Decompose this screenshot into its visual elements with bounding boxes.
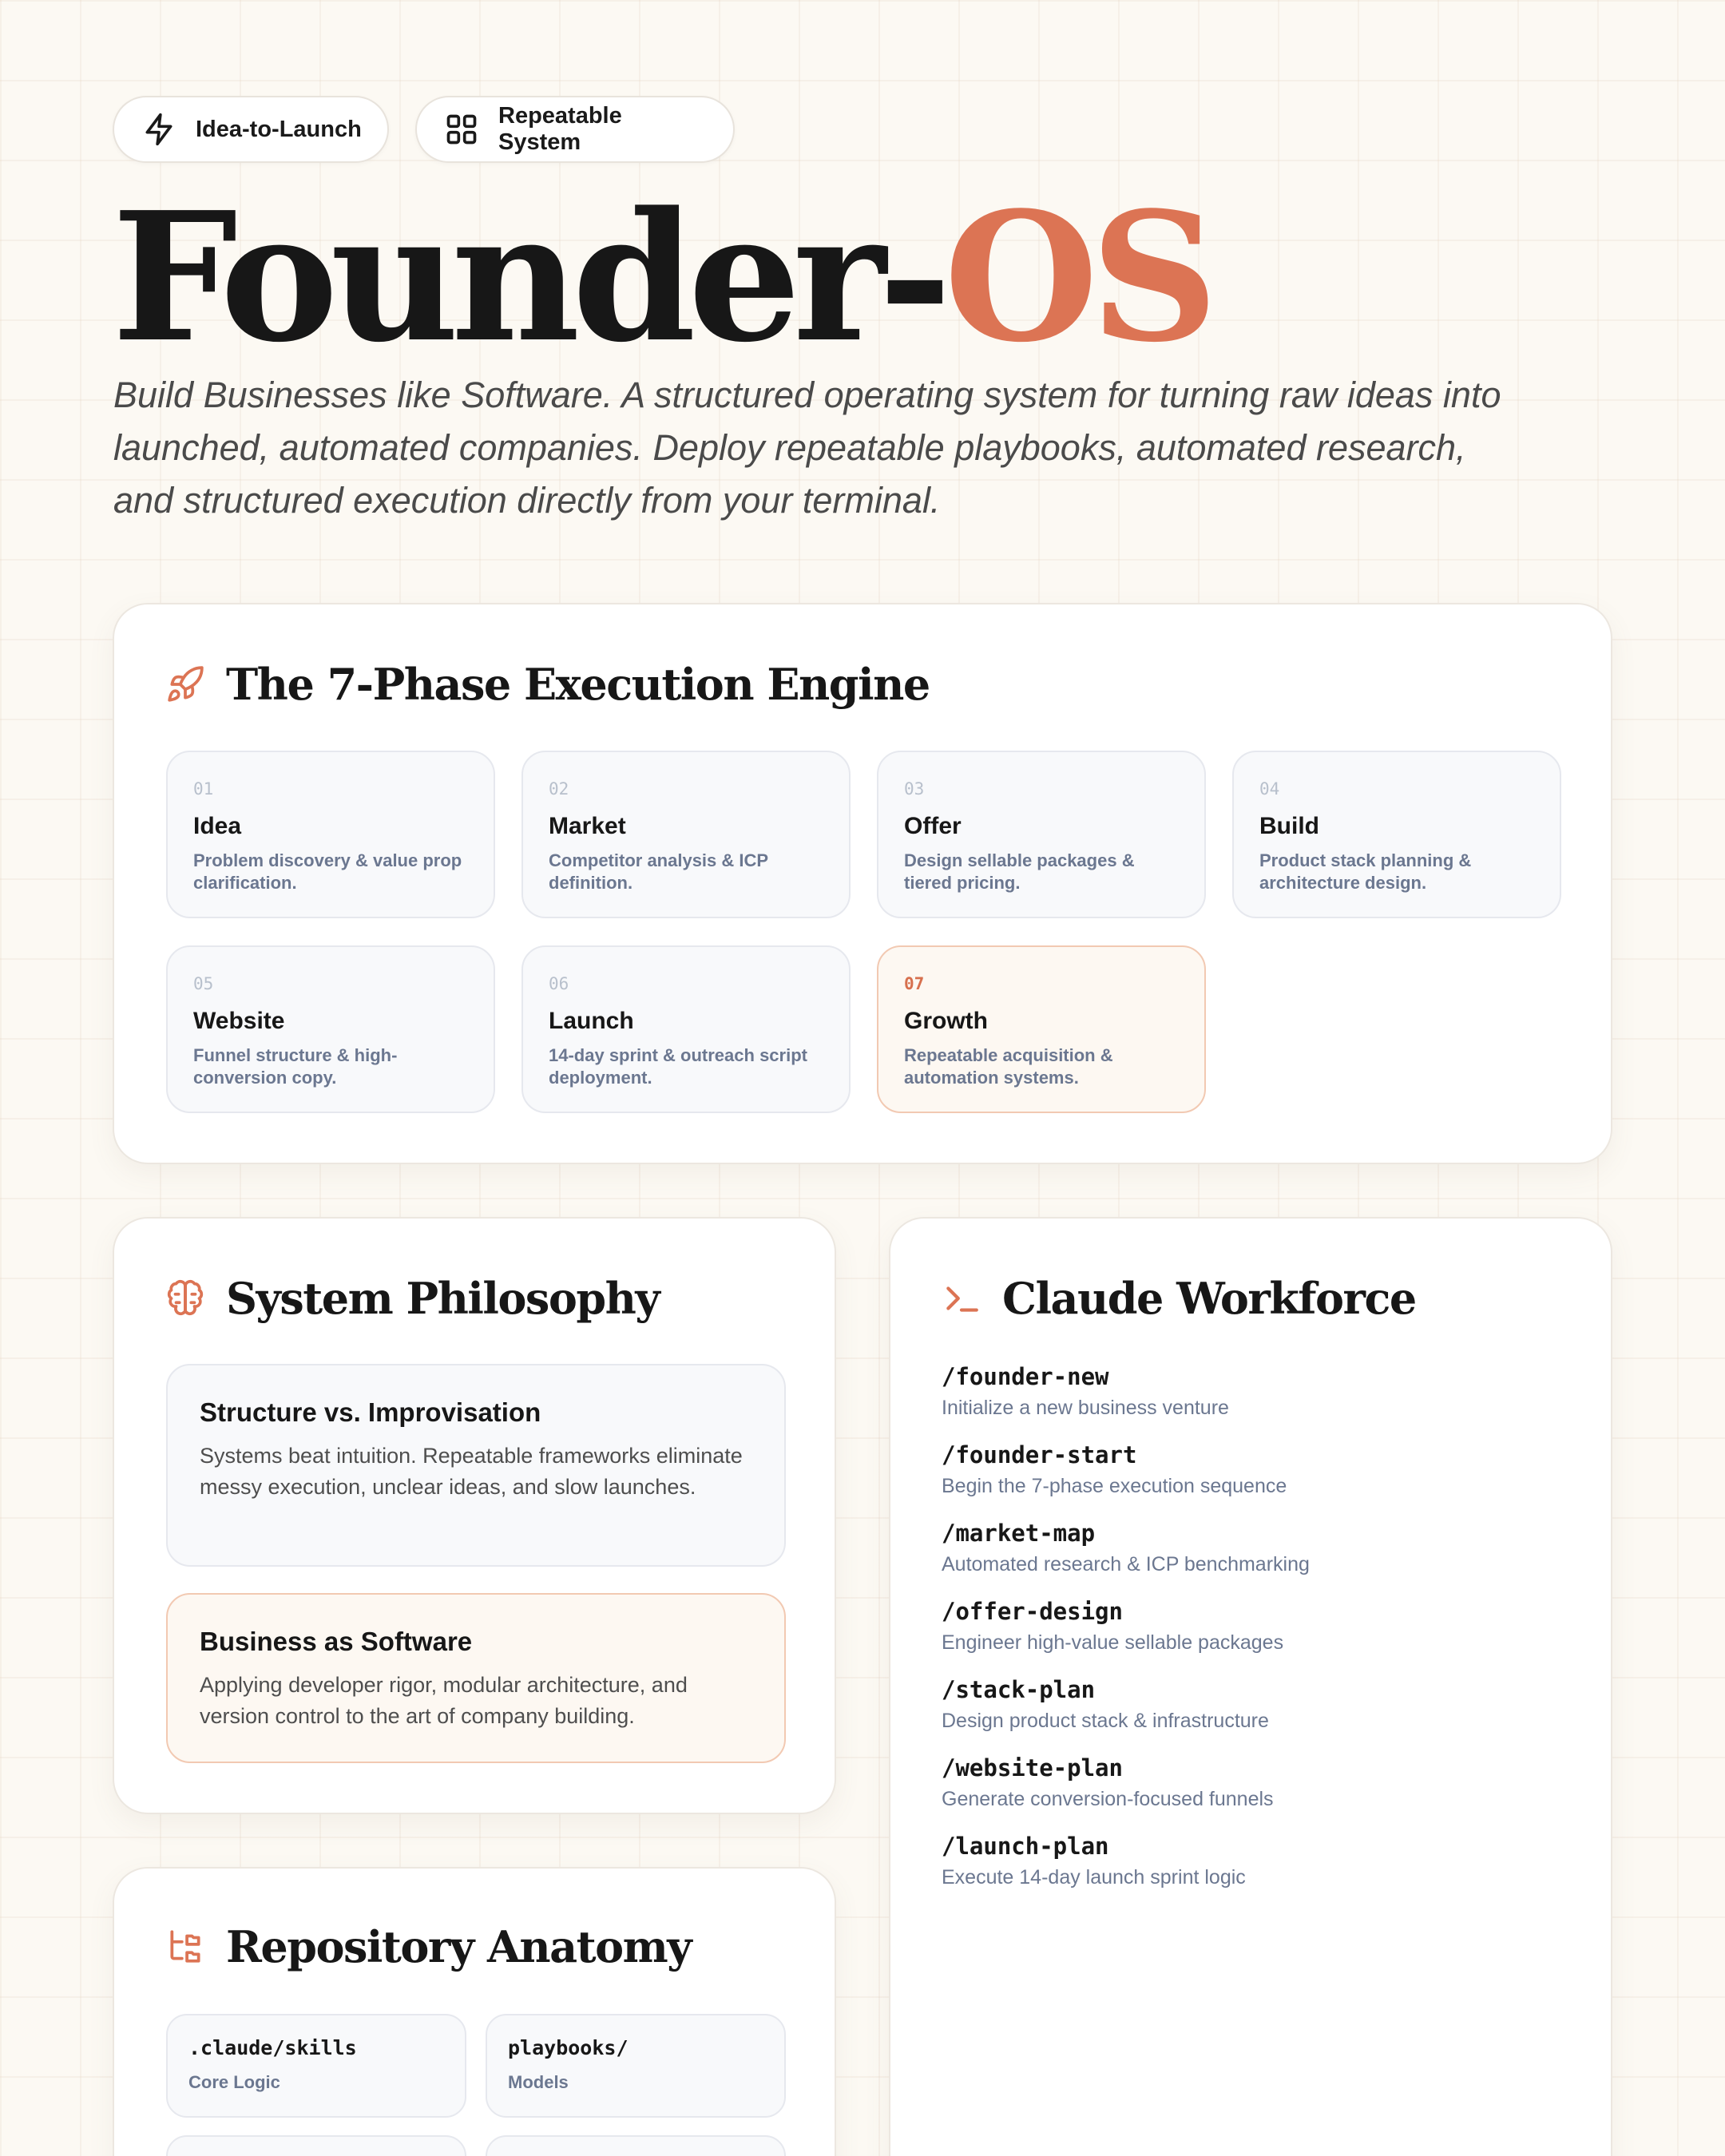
- page-title: [112, 174, 1211, 382]
- repo-item-claude-skills[interactable]: [166, 2014, 466, 2118]
- execution-engine-card: [113, 603, 1612, 1164]
- phase-card-build: [1232, 751, 1561, 918]
- phase-number: 02: [549, 779, 569, 799]
- phase-description: Funnel structure & high-conversion copy.: [193, 1045, 398, 1088]
- phase-number: 05: [193, 974, 214, 993]
- command-name: /founder-new: [942, 1363, 1109, 1390]
- command-website-plan[interactable]: [942, 1754, 1274, 1811]
- repo-label: Models: [508, 2072, 569, 2092]
- philosophy-item-title: Business as Software: [200, 1627, 473, 1656]
- badge-idea-to-launch: [113, 96, 389, 163]
- phase-description: Product stack planning & architecture design.: [1259, 850, 1472, 893]
- phase-name: Growth: [904, 1008, 988, 1034]
- command-description: Automated research & ICP benchmarking: [942, 1553, 1310, 1575]
- repo-path: .claude/skills: [188, 2036, 357, 2059]
- card-title: Claude Workforce: [1002, 1273, 1416, 1324]
- command-description: Begin the 7-phase execution sequence: [942, 1475, 1287, 1497]
- phase-name: Idea: [193, 813, 242, 839]
- system-philosophy-card: [113, 1217, 836, 1814]
- phase-number: 01: [193, 779, 214, 799]
- phase-number: 03: [904, 779, 925, 799]
- phase-description: Competitor analysis & ICP definition.: [549, 850, 768, 893]
- phase-description: 14-day sprint & outreach script deployment.: [549, 1045, 807, 1088]
- phase-card-offer: [877, 751, 1206, 918]
- command-name: /launch-plan: [942, 1833, 1109, 1860]
- badge-label: Repeatable System: [498, 103, 622, 155]
- command-description: Execute 14-day launch sprint logic: [942, 1866, 1246, 1888]
- badge-label: Idea-to-Launch: [196, 116, 362, 142]
- claude-workforce-card: [889, 1217, 1612, 2156]
- command-description: Design product stack & infrastructure: [942, 1710, 1269, 1732]
- card-header: [165, 659, 930, 710]
- command-market-map[interactable]: [942, 1519, 1310, 1576]
- phase-name: Website: [193, 1008, 285, 1034]
- command-name: /stack-plan: [942, 1676, 1096, 1703]
- title-main: Founder-: [112, 174, 944, 382]
- command-offer-design[interactable]: [942, 1597, 1283, 1655]
- card-title: The 7-Phase Execution Engine: [226, 659, 930, 710]
- phase-card-website: [166, 945, 495, 1113]
- phase-card-launch: [521, 945, 851, 1113]
- command-description: Initialize a new business venture: [942, 1397, 1229, 1419]
- card-title: Repository Anatomy: [226, 1921, 692, 1972]
- command-name: /website-plan: [942, 1754, 1123, 1781]
- badge-repeatable-system: [415, 96, 735, 163]
- phase-name: Build: [1259, 813, 1319, 839]
- phase-number: 06: [549, 974, 569, 993]
- phase-card-growth: [877, 945, 1206, 1113]
- brain-icon: [165, 1278, 205, 1318]
- repo-label: Core Logic: [188, 2072, 280, 2092]
- terminal-icon: [942, 1278, 981, 1318]
- command-founder-start[interactable]: [942, 1441, 1287, 1498]
- hero-subtitle: Build Businesses like Software. A structured operating system for turning raw ideas into launched, automated companies. Deploy repeatable playbooks, automated research, and structured execution directly from your terminal.: [113, 375, 1501, 521]
- phase-name: Market: [549, 813, 626, 839]
- phase-name: Launch: [549, 1008, 634, 1034]
- command-name: /founder-start: [942, 1441, 1137, 1468]
- command-description: Engineer high-value sellable packages: [942, 1631, 1284, 1654]
- phase-card-market: [521, 751, 851, 918]
- repository-anatomy-card: [113, 1867, 836, 2156]
- phase-description: Problem discovery & value prop clarification.: [193, 850, 462, 893]
- phase-description: Design sellable packages & tiered pricing.: [904, 850, 1135, 893]
- card-header: [165, 1921, 691, 1972]
- command-stack-plan[interactable]: [942, 1675, 1269, 1733]
- command-launch-plan[interactable]: [942, 1832, 1246, 1889]
- philosophy-item-title: Structure vs. Improvisation: [200, 1397, 541, 1427]
- philosophy-item-business: [166, 1593, 786, 1763]
- grid-icon: [444, 112, 479, 147]
- card-header: [165, 1273, 659, 1324]
- repo-item-placeholder: [486, 2135, 786, 2156]
- folder-tree-icon: [165, 1927, 205, 1967]
- command-founder-new[interactable]: [942, 1362, 1229, 1420]
- card-title: System Philosophy: [226, 1273, 660, 1324]
- repo-item-playbooks[interactable]: [486, 2014, 786, 2118]
- rocket-icon: [165, 664, 205, 704]
- phase-card-idea: [166, 751, 495, 918]
- lightning-icon: [141, 112, 176, 147]
- repo-item-placeholder: [166, 2135, 466, 2156]
- philosophy-item-text: Systems beat intuition. Repeatable frameworks eliminate messy execution, unclear ideas, and slow launches.: [200, 1444, 743, 1499]
- phase-description: Repeatable acquisition & automation systems.: [904, 1045, 1113, 1088]
- card-header: [942, 1273, 1416, 1324]
- command-name: /market-map: [942, 1520, 1096, 1547]
- phase-name: Offer: [904, 813, 962, 839]
- philosophy-item-structure: [166, 1364, 786, 1567]
- command-name: /offer-design: [942, 1598, 1123, 1625]
- title-accent: OS: [943, 174, 1211, 382]
- command-description: Generate conversion-focused funnels: [942, 1788, 1274, 1810]
- philosophy-item-text: Applying developer rigor, modular architecture, and version control to the art of company building.: [200, 1673, 688, 1728]
- phase-number: 04: [1259, 779, 1280, 799]
- repo-path: playbooks/: [508, 2036, 629, 2059]
- phase-number: 07: [904, 974, 925, 993]
